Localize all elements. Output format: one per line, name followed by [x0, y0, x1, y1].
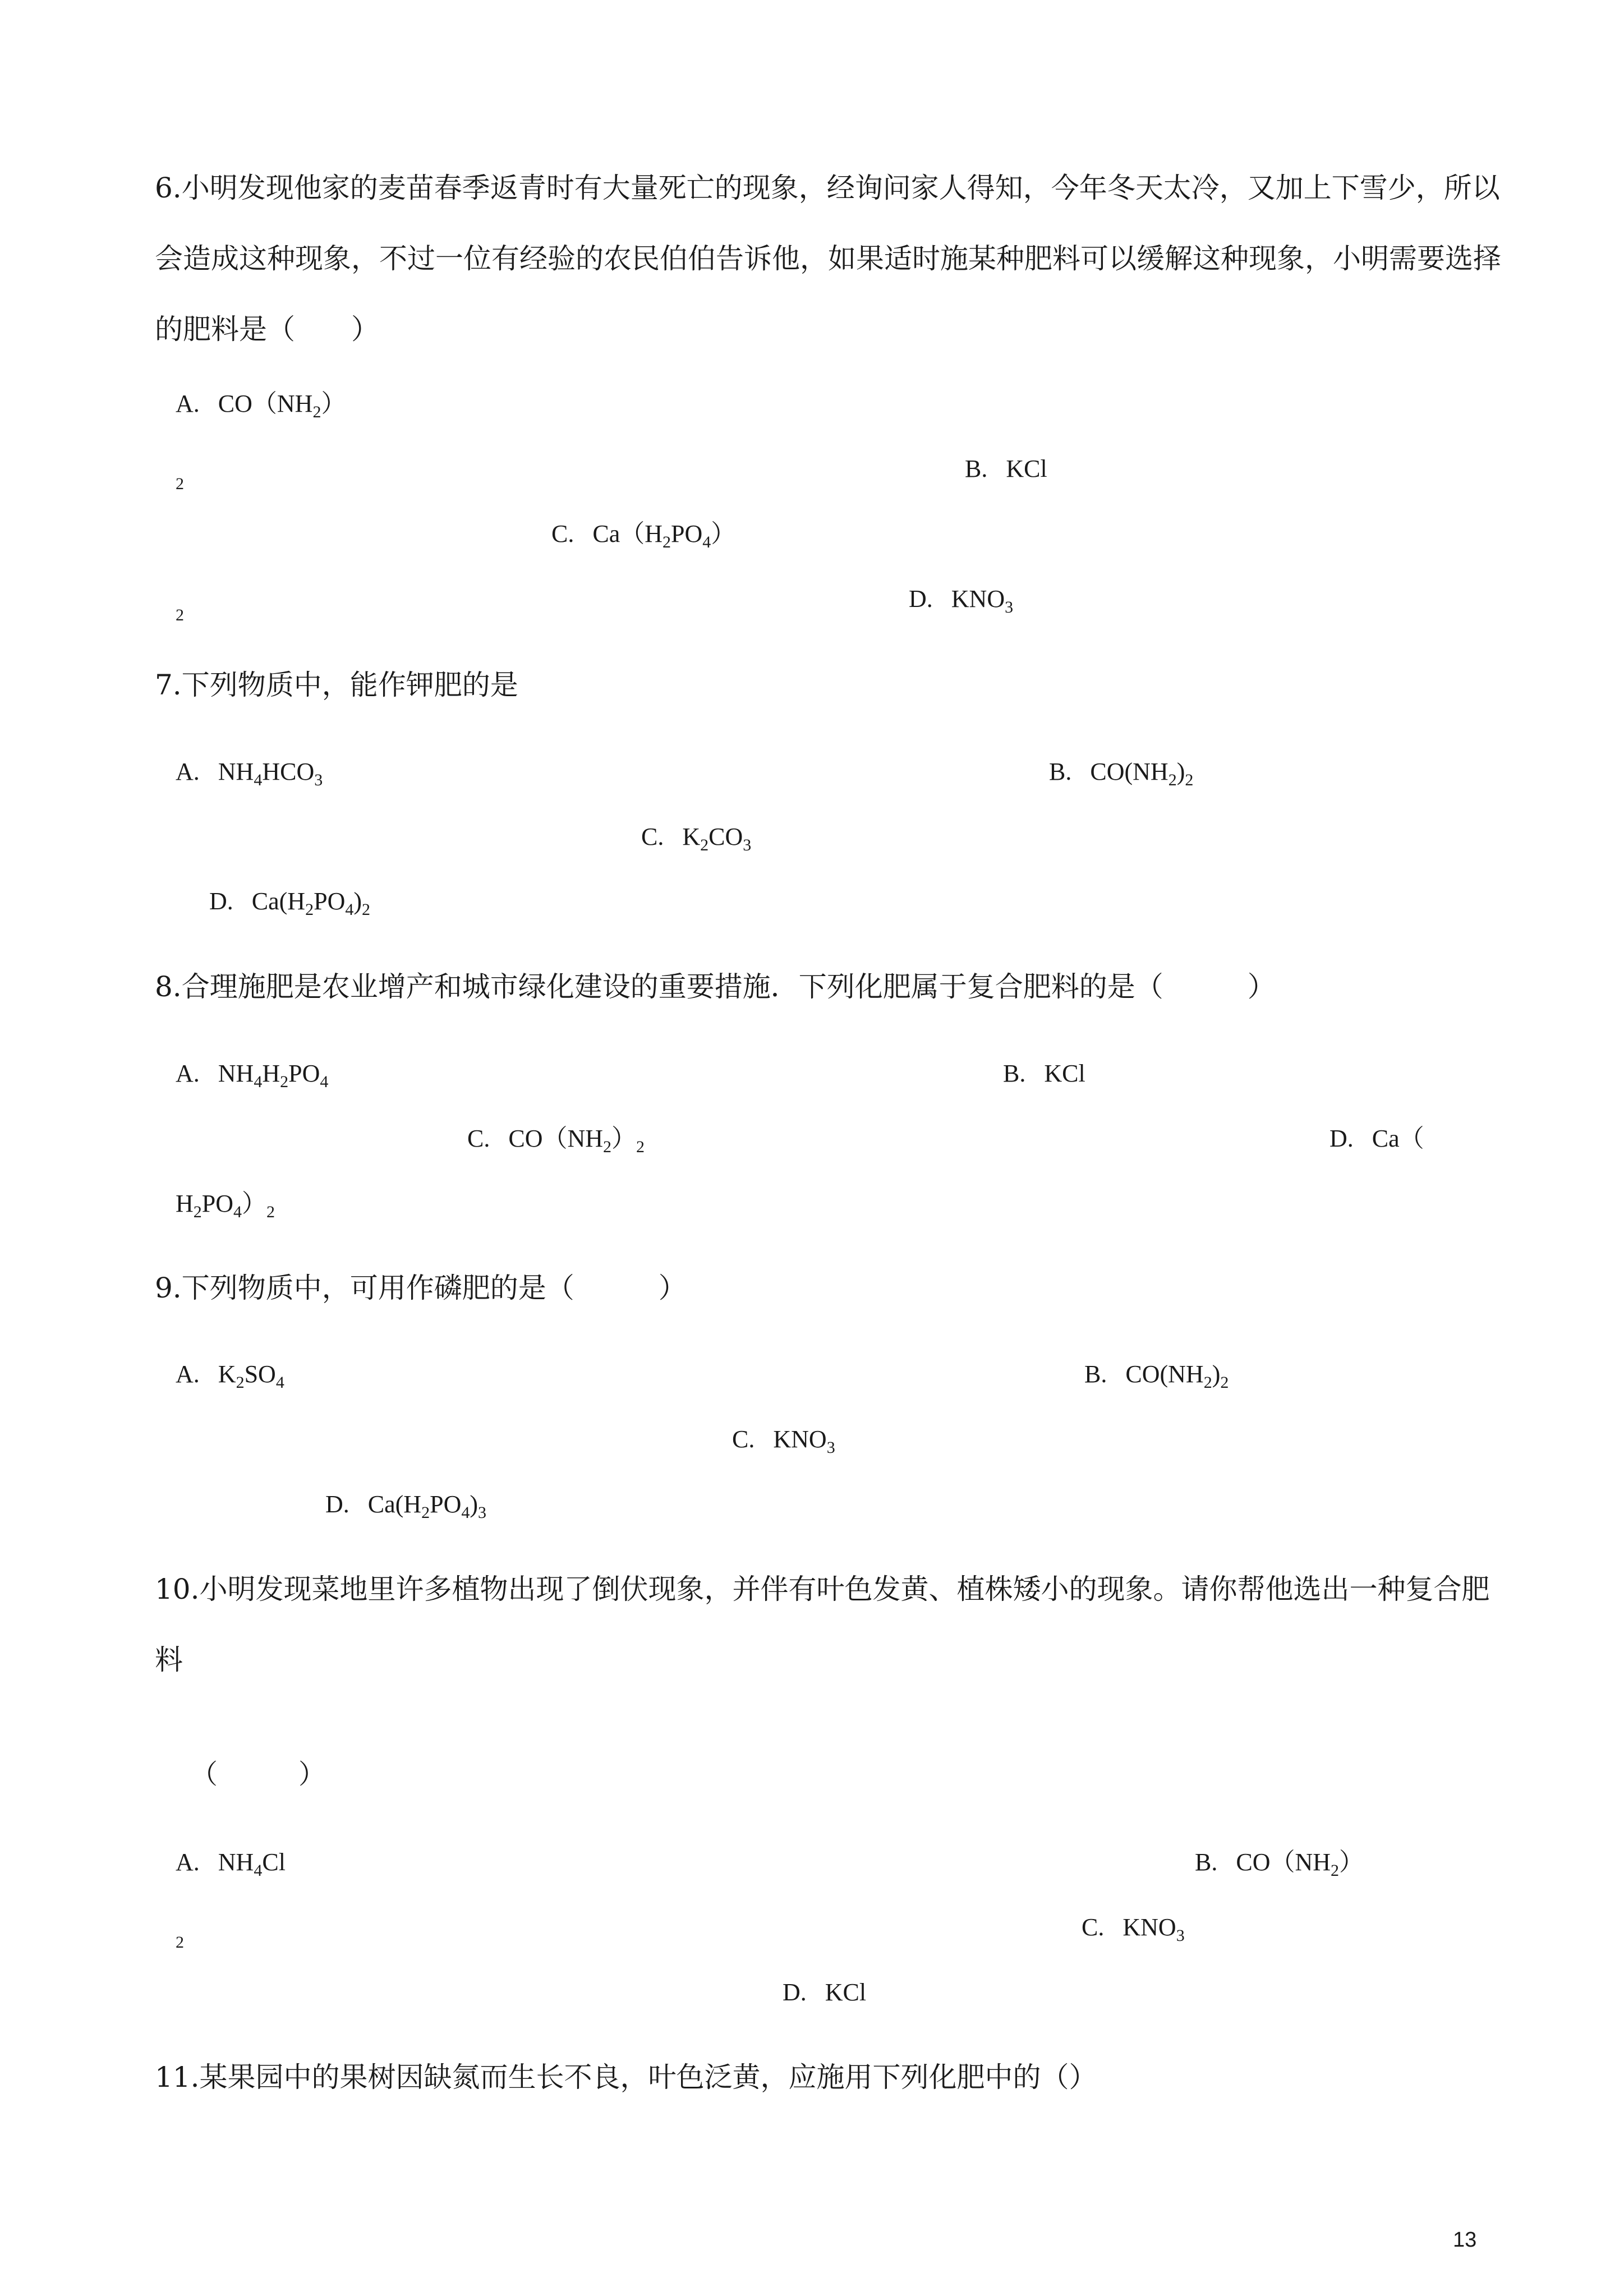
q9-option-a: A. $K_2SO_4$: [176, 1360, 284, 1392]
q10-option-b: B. $CO(NH_2)$: [1195, 1848, 1364, 1880]
q6-option-a: A. $CO(NH_2)$: [176, 390, 346, 421]
q7-option-d: D. $Ca(H_2PO_4)_2$: [209, 887, 370, 919]
q8-option-b: B. KCl: [1003, 1060, 1085, 1087]
q6-option-b: B. KCl: [965, 455, 1047, 482]
question-9-stem: 9.下列物质中，可用作磷肥的是（ ）: [155, 1272, 687, 1304]
q8-option-c: C. $CO(NH_2)_2$: [467, 1125, 645, 1156]
q10-answer-paren: （ ）: [191, 1760, 326, 1789]
q6-option-a-wrap: 2: [176, 475, 184, 493]
q8-option-a: A. $NH_4H_2PO_4$: [176, 1060, 329, 1091]
question-7-stem: 7.下列物质中，能作钾肥的是: [155, 669, 518, 701]
q9-option-b: B. $CO(NH_2)_2$: [1084, 1360, 1229, 1392]
q8-option-d: D. Ca（: [1329, 1125, 1424, 1152]
q10-option-a: A. $NH_4Cl$: [176, 1848, 286, 1880]
q7-option-a: A. $NH_4HCO_3$: [176, 758, 323, 789]
q9-option-d: D. $Ca(H_2PO_4)_3$: [325, 1490, 486, 1522]
question-6-stem: 6.小明发现他家的麦苗春季返青时有大量死亡的现象，经询问家人得知，今年冬天太冷，又加上下雪少，所以会造成这种现象，不过一位有经验的农民伯伯告诉他，如果适时施某种肥料可以缓解这种现象，小明需要选择的肥料是（ ）: [155, 172, 1501, 346]
q7-option-b: B. $CO(NH_2)_2$: [1049, 758, 1194, 789]
page-number: 13: [1453, 2228, 1477, 2252]
question-10-stem: 10.小明发现菜地里许多植物出现了倒伏现象，并伴有叶色发黄、植株矮小的现象。请你帮他选出一种复合肥料: [155, 1573, 1490, 1676]
question-11-stem: 11.某果园中的果树因缺氮而生长不良，叶色泛黄，应施用下列化肥中的（）: [155, 2061, 1097, 2093]
q7-option-c: C. $K_2CO_3$: [641, 823, 752, 854]
q6-option-d: D. $KNO_3$: [909, 585, 1014, 616]
q10-option-c: C. $KNO_3$: [1082, 1913, 1185, 1945]
q8-option-d-wrap: $H_2PO_4)_2$: [176, 1190, 275, 1221]
q6-option-c: C. $Ca(H_2PO_4)$: [551, 520, 736, 551]
q6-option-c-wrap: 2: [176, 606, 184, 624]
q10-option-d: D. KCl: [783, 1978, 867, 2006]
q9-option-c: C. $KNO_3$: [732, 1425, 835, 1457]
question-8-stem: 8.合理施肥是农业增产和城市绿化建设的重要措施．下列化肥属于复合肥料的是（ ）: [155, 970, 1276, 1003]
q10-option-b-wrap: 2: [176, 1933, 184, 1952]
